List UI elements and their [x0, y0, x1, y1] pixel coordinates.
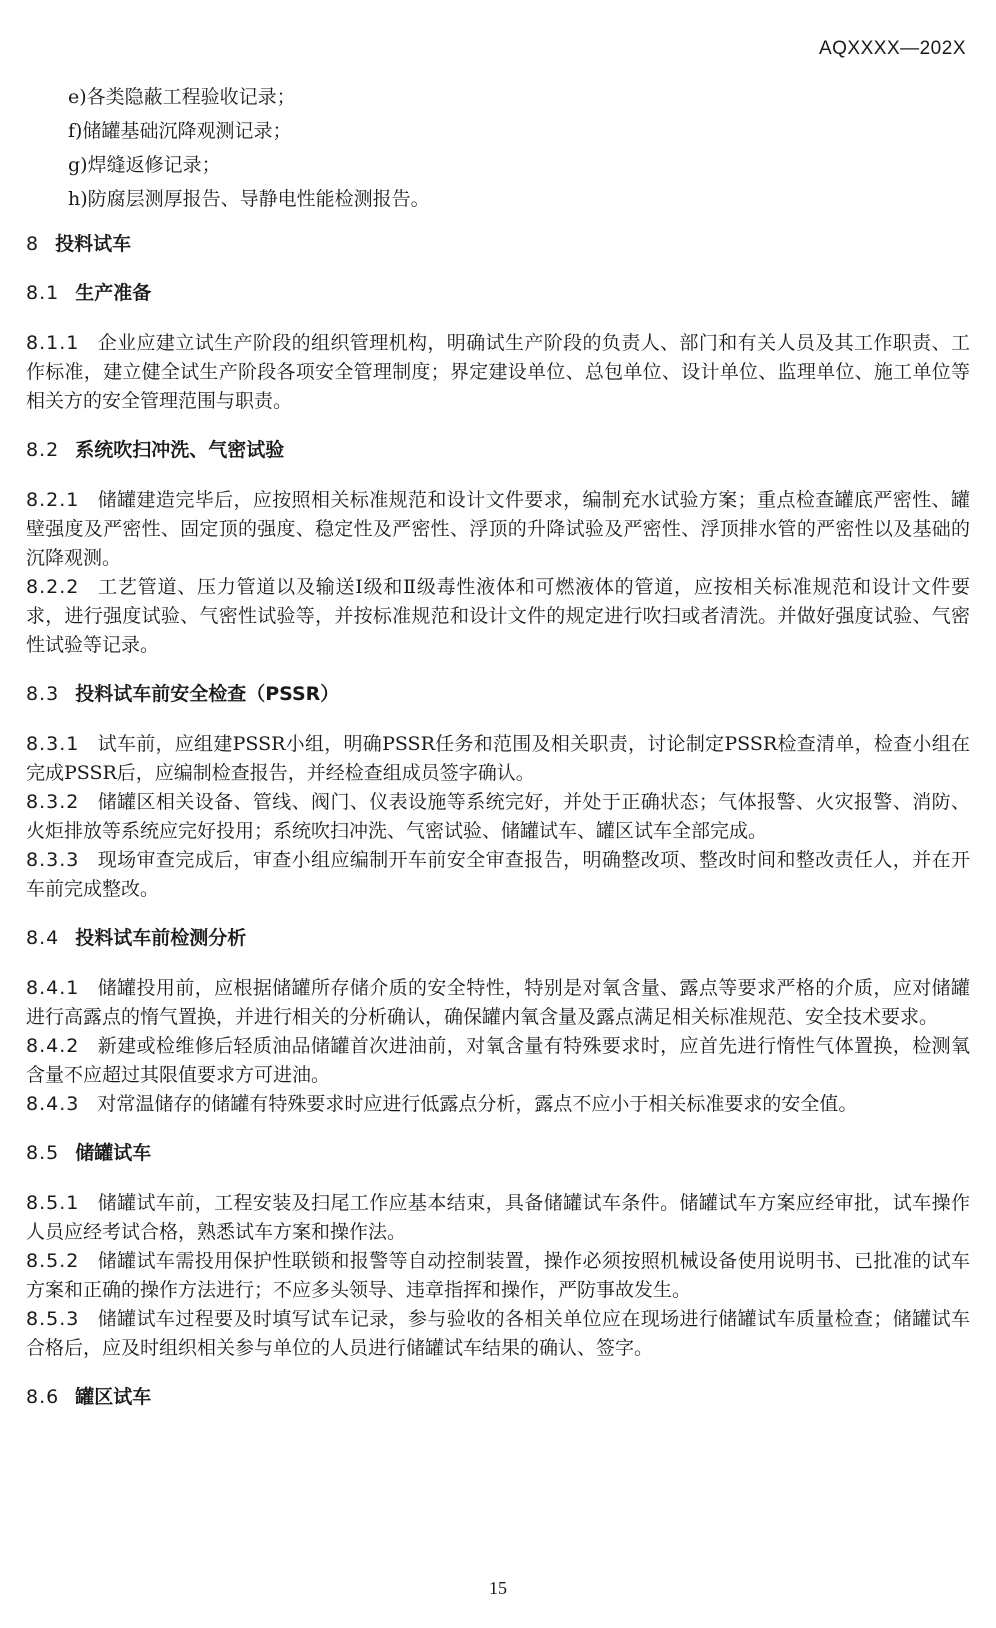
clause-number: 8.3.3: [26, 849, 80, 871]
clause-text: 工艺管道、压力管道以及输送Ⅰ级和Ⅱ级毒性液体和可燃液体的管道，应按相关标准规范和设计文件要求，进行强度试验、气密性试验等，并按标准规范和设计文件的规定进行吹扫或者清洗。并做好强度试验、气密性试验等记录。: [26, 576, 970, 656]
clause-text: 试车前，应组建PSSR小组，明确PSSR任务和范围及相关职责，讨论制定PSSR检查清单，检查小组在完成PSSR后，应编制检查报告，并经检查组成员签字确认。: [26, 733, 970, 784]
section-title: 罐区试车: [75, 1386, 152, 1408]
section-title: 储罐试车: [75, 1142, 152, 1164]
clause-8-5-2: [26, 1247, 970, 1305]
section-number: 8.3: [26, 683, 60, 705]
document-body: [26, 229, 970, 1412]
clause-8-1-1: [26, 329, 970, 416]
clause-text: 储罐试车需投用保护性联锁和报警等自动控制装置，操作必须按照机械设备使用说明书、已批准的试车方案和正确的操作方法进行；不应多头领导、违章指挥和操作，严防事故发生。: [26, 1250, 970, 1301]
section-heading-8-6: [26, 1382, 970, 1412]
clause-text: 现场审查完成后，审查小组应编制开车前安全审查报告，明确整改项、整改时间和整改责任人，并在开车前完成整改。: [26, 849, 970, 900]
section-title: 投料试车: [55, 233, 132, 255]
document-code: AQXXXX—202X: [818, 38, 966, 59]
section-number: 8: [26, 233, 40, 255]
list-item: h)防腐层测厚报告、导静电性能检测报告。: [68, 188, 430, 210]
section-title: 生产准备: [75, 282, 152, 304]
section-heading-8-3: [26, 679, 970, 709]
section-title: 投料试车前检测分析: [75, 927, 247, 949]
clause-8-4-1: [26, 974, 970, 1032]
section-number: 8.4: [26, 927, 60, 949]
section-heading-8-1: [26, 278, 970, 308]
record-list: [68, 80, 430, 216]
section-number: 8.1: [26, 282, 60, 304]
section-heading-8-4: [26, 923, 970, 953]
clause-8-3-3: [26, 846, 970, 904]
clause-text: 储罐区相关设备、管线、阀门、仪表设施等系统完好，并处于正确状态；气体报警、火灾报警、消防、火炬排放等系统应完好投用；系统吹扫冲洗、气密试验、储罐试车、罐区试车全部完成。: [26, 791, 970, 842]
clause-8-3-2: [26, 788, 970, 846]
clause-number: 8.2.2: [26, 576, 80, 598]
clause-number: 8.5.2: [26, 1250, 80, 1272]
clause-number: 8.4.2: [26, 1035, 80, 1057]
clause-number: 8.4.3: [26, 1093, 80, 1115]
clause-8-2-2: [26, 573, 970, 660]
section-number: 8.5: [26, 1142, 60, 1164]
clause-number: 8.5.1: [26, 1192, 80, 1214]
clause-text: 储罐试车过程要及时填写试车记录，参与验收的各相关单位应在现场进行储罐试车质量检查；储罐试车合格后，应及时组织相关参与单位的人员进行储罐试车结果的确认、签字。: [26, 1308, 970, 1359]
list-item: f)储罐基础沉降观测记录；: [68, 120, 292, 142]
clause-text: 储罐建造完毕后，应按照相关标准规范和设计文件要求，编制充水试验方案；重点检查罐底严密性、罐壁强度及严密性、固定顶的强度、稳定性及严密性、浮顶的升降试验及严密性、浮顶排水管的严密性以及基础的沉降观测。: [26, 489, 970, 569]
section-heading-8-5: [26, 1138, 970, 1168]
clause-number: 8.4.1: [26, 977, 80, 999]
clause-8-3-1: [26, 730, 970, 788]
clause-number: 8.3.1: [26, 733, 80, 755]
clause-8-5-1: [26, 1189, 970, 1247]
clause-text: 企业应建立试生产阶段的组织管理机构，明确试生产阶段的负责人、部门和有关人员及其工作职责、工作标准，建立健全试生产阶段各项安全管理制度；界定建设单位、总包单位、设计单位、监理单位、施工单位等相关方的安全管理范围与职责。: [26, 332, 970, 412]
clause-text: 储罐投用前，应根据储罐所存储介质的安全特性，特别是对氧含量、露点等要求严格的介质，应对储罐进行高露点的惰气置换，并进行相关的分析确认，确保罐内氧含量及露点满足相关标准规范、安全技术要求。: [26, 977, 970, 1028]
clause-number: 8.3.2: [26, 791, 80, 813]
page-number: 15: [489, 1578, 507, 1598]
clause-number: 8.2.1: [26, 489, 80, 511]
section-heading-8-2: [26, 435, 970, 465]
clause-number: 8.1.1: [26, 332, 80, 354]
list-item: e)各类隐蔽工程验收记录；: [68, 86, 296, 108]
clause-8-2-1: [26, 486, 970, 573]
section-title: 系统吹扫冲洗、气密试验: [75, 439, 285, 461]
section-number: 8.2: [26, 439, 60, 461]
clause-text: 储罐试车前，工程安装及扫尾工作应基本结束，具备储罐试车条件。储罐试车方案应经审批，试车操作人员应经考试合格，熟悉试车方案和操作法。: [26, 1192, 970, 1243]
section-number: 8.6: [26, 1386, 60, 1408]
section-title: 投料试车前安全检查（PSSR）: [75, 683, 340, 705]
section-heading-8: [26, 229, 970, 259]
clause-8-4-2: [26, 1032, 970, 1090]
list-item: g)焊缝返修记录；: [68, 154, 221, 176]
clause-text: 新建或检维修后轻质油品储罐首次进油前，对氧含量有特殊要求时，应首先进行惰性气体置换，检测氧含量不应超过其限值要求方可进油。: [26, 1035, 970, 1086]
clause-8-4-3: [26, 1090, 970, 1119]
clause-number: 8.5.3: [26, 1308, 80, 1330]
clause-text: 对常温储存的储罐有特殊要求时应进行低露点分析，露点不应小于相关标准要求的安全值。: [97, 1093, 858, 1115]
clause-8-5-3: [26, 1305, 970, 1363]
